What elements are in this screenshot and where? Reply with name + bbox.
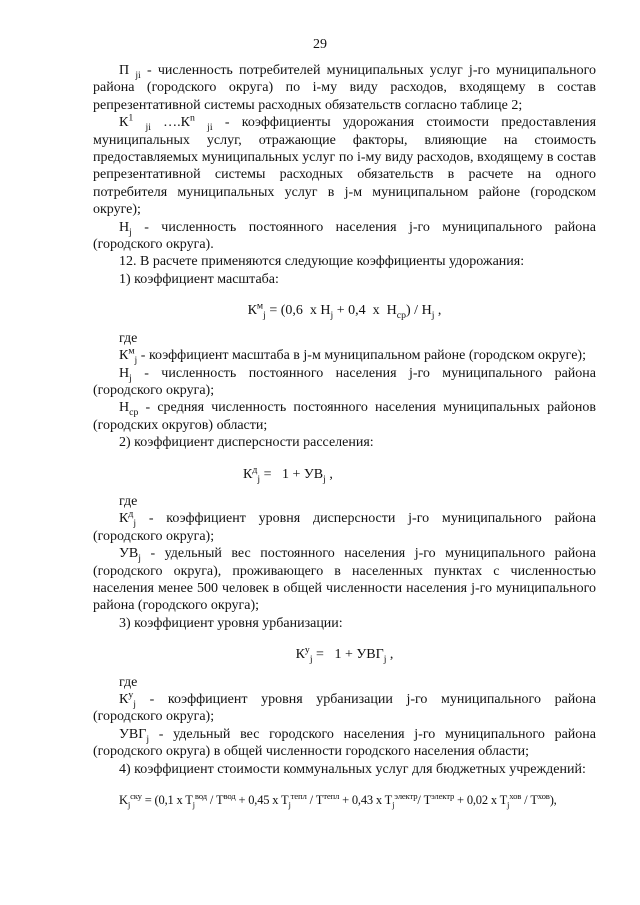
- formula-scale: $К^м_j = (0,6$ х $Н_j + 0,4$ х $Н_{ср}) / Н_j$ ,: [247, 300, 442, 322]
- paragraph-ncp-def: $Н_{ср}$ - средняя численность постоянного населения муниципальных районов (городских округов) области;: [93, 400, 596, 433]
- paragraph-p-ji: П $_{ji}$ - численность потребителей муниципальных услуг j-го муниципального района (городского округа) по i-му виду расходов, входящему в состав репрезентативной системы расходных обязательств согласно таблице 2;: [93, 63, 596, 113]
- formula-urbanization: $К^у_j = 1 + УВГ_j$ ,: [295, 644, 394, 665]
- document-body: [93, 62, 596, 809]
- paragraph-uvg-def: $УВГ_j$ - удельный вес городского населения j-го муниципального района (городского округа) в общей численности городского населения области;: [93, 726, 596, 760]
- where-label-1: где: [119, 330, 138, 346]
- paragraph-urban-coef: 3) коэффициент уровня урбанизации:: [119, 615, 343, 631]
- paragraph-dispersion-coef: 2) коэффициент дисперсности расселения:: [119, 435, 374, 451]
- paragraph-km-def: $К^м_j$ - коэффициент масштаба в j-м муниципальном районе (городском округе);: [119, 345, 586, 366]
- paragraph-item-12: 12. В расчете применяются следующие коэффициенты удорожания:: [119, 254, 525, 270]
- paragraph-k-ji: $К^1$ $_{ji}$ $\dots.К^n$ $_{ji}$ - коэффициенты удорожания стоимости предоставления муниципальных услуг, отражающие факторы, влияющие на стоимость предоставляемых муниципальных услуг по i-му виду расходов, входящему в состав репрезентативной системы расходных обязательств в расчете на одного потребителя муниципальных услуг в j-м муниципальном районе (городском округе);: [93, 112, 597, 218]
- where-label-3: где: [119, 674, 138, 690]
- paragraph-uv-def: $УВ_j$ - удельный вес постоянного населения j-го муниципального района (городского округа), проживающего в населенных пунктах с численностью населения менее 500 человек в общей численности населения j-го муниципального района (городского округа);: [93, 546, 596, 614]
- formula-utility: $K_j^{cку} = (0,1$ x $T_j^{вод} / T^{вод} + 0,45$ x $T_j^{тепл} / T^{тепл} + 0,43$ x $T_j^{электр}/$ $T^{электр} + 0,02$ x $T_j^{хов} / T^{хов}$),: [119, 790, 557, 810]
- paragraph-ku-def: $К^у_j$ - коэффициент уровня урбанизации j-го муниципального района (городского округа);: [93, 689, 596, 725]
- paragraph-n-j: $Н_j$ - численность постоянного населения j-го муниципального района (городского округа).: [93, 219, 596, 253]
- page-number: 29: [313, 37, 327, 52]
- formula-dispersion: $К^д_j = 1 + УВ_j$ ,: [243, 463, 333, 485]
- paragraph-nj-def: $Н_j$ - численность постоянного населения j-го муниципального района (городского округа);: [93, 365, 596, 398]
- paragraph-scale-coef: 1) коэффициент масштаба:: [119, 271, 279, 287]
- paragraph-kd-def: $К^д_j$ - коэффициент уровня дисперсности j-го муниципального района (городского округа);: [93, 508, 596, 544]
- paragraph-utility-coef: 4) коэффициент стоимости коммунальных услуг для бюджетных учреждений:: [119, 761, 586, 777]
- where-label-2: где: [119, 493, 138, 509]
